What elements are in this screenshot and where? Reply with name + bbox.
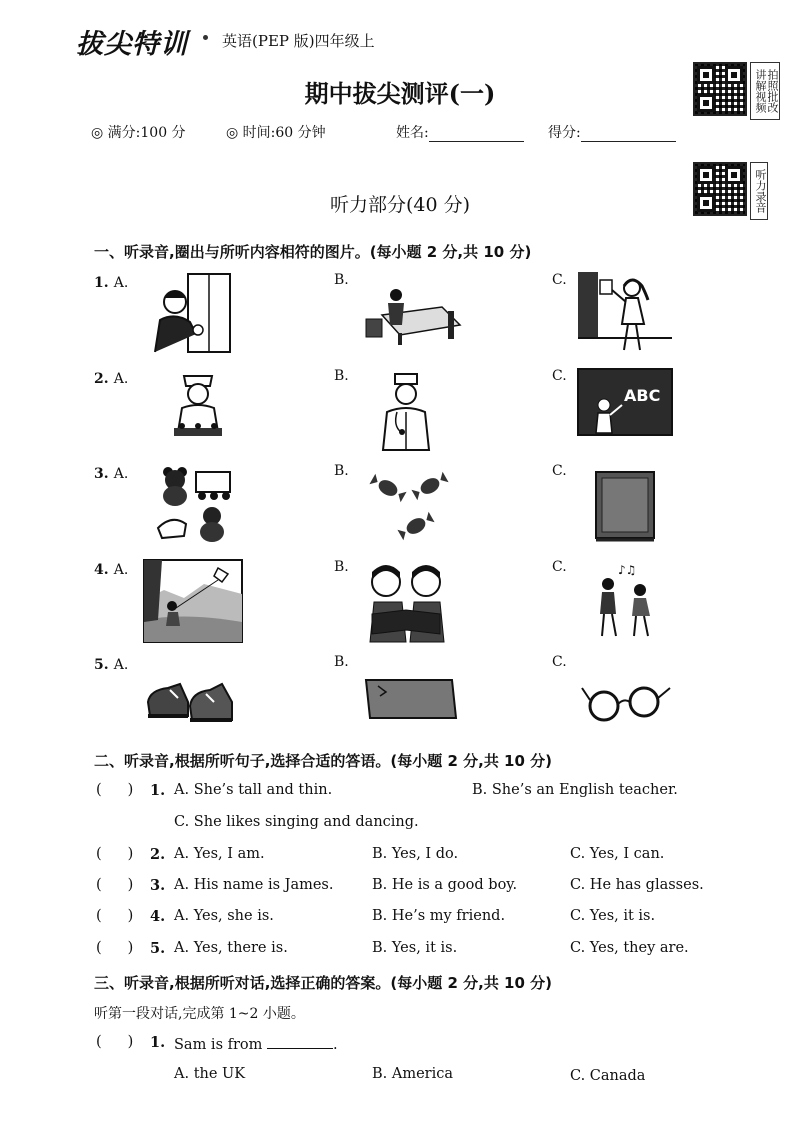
full-score: ◎ 满分:100 分 <box>91 125 186 141</box>
q5-row <box>94 654 128 673</box>
candies-picture[interactable] <box>370 470 450 542</box>
teacher-blackboard-picture[interactable] <box>578 369 672 435</box>
score-blank[interactable] <box>581 125 676 142</box>
option-c-label: C. <box>552 368 567 384</box>
svg-text:♪♫: ♪♫ <box>618 563 637 577</box>
option-b: B. America <box>372 1066 454 1082</box>
question-number: 5. <box>94 657 109 673</box>
listening-section-title: 听力部分(40 分) <box>329 194 471 216</box>
q2-row <box>94 368 128 387</box>
option-c-label: C. <box>552 272 567 288</box>
singing-dancing-picture[interactable] <box>592 562 666 640</box>
option-c: C. Yes, they are. <box>570 940 689 956</box>
score-field[interactable] <box>548 122 676 142</box>
score-label: 得分: <box>548 125 581 141</box>
subject-label: 英语(PEP 版)四年级上 <box>222 32 375 50</box>
waiter-picture[interactable] <box>170 370 226 448</box>
toys-picture[interactable] <box>156 466 238 546</box>
flying-kite-picture[interactable] <box>144 560 242 642</box>
fill-blank[interactable] <box>267 1034 333 1049</box>
doctor-picture[interactable] <box>375 372 437 450</box>
girls-reading-picture[interactable] <box>362 562 450 642</box>
option-c: C. Yes, it is. <box>570 908 656 924</box>
q4-row <box>94 559 128 578</box>
part3-intro: 听第一段对话,完成第 1~2 小题。 <box>94 1006 305 1022</box>
option-a: A. Yes, I am. <box>174 846 265 862</box>
option-b: B. Yes, it is. <box>372 940 458 956</box>
option-b-label: B. <box>334 463 349 479</box>
option-b-label: B. <box>334 368 349 384</box>
option-a-label: A. <box>113 466 129 482</box>
question-number: 1. <box>94 275 109 291</box>
qr-label-grading: 拍照批改讲解视频 <box>750 62 780 120</box>
part2-heading: 二、听录音,根据所听句子,选择合适的答语。(每小题 2 分,共 10 分) <box>94 752 553 770</box>
option-b: B. She’s an English teacher. <box>472 782 678 798</box>
option-a-label: A. <box>113 275 129 291</box>
question-number: 2. <box>150 846 166 863</box>
option-a-label: A. <box>113 657 129 673</box>
book-picture[interactable] <box>592 468 658 544</box>
answer-bracket[interactable]: ( ) <box>96 1034 134 1050</box>
option-a-label: A. <box>113 562 129 578</box>
question-number: 1. <box>150 782 166 799</box>
name-label: 姓名: <box>396 125 429 141</box>
qr-label-audio: 听力录音 <box>750 162 768 220</box>
name-blank[interactable] <box>429 125 524 142</box>
option-c-label: C. <box>552 463 567 479</box>
option-c-label: C. <box>552 559 567 575</box>
boy-cleaning-window-picture[interactable] <box>150 272 232 354</box>
time-limit: ◎ 时间:60 分钟 <box>226 125 326 141</box>
question-number: 3. <box>150 877 166 894</box>
option-a-label: A. <box>113 371 129 387</box>
option-c: C. He has glasses. <box>570 877 704 893</box>
answer-bracket[interactable]: ( ) <box>96 782 134 798</box>
option-a: A. His name is James. <box>174 877 334 893</box>
answer-bracket[interactable]: ( ) <box>96 846 134 862</box>
question-number: 1. <box>150 1034 166 1051</box>
option-b-label: B. <box>334 559 349 575</box>
option-c: C. Yes, I can. <box>570 846 665 862</box>
option-a: A. Yes, she is. <box>174 908 274 924</box>
girl-making-bed-picture[interactable] <box>362 285 462 347</box>
option-b-label: B. <box>334 272 349 288</box>
option-c: C. She likes singing and dancing. <box>174 814 419 830</box>
option-b-label: B. <box>334 654 349 670</box>
part1-heading: 一、听录音,圈出与所听内容相符的图片。(每小题 2 分,共 10 分) <box>94 243 532 261</box>
q3-row <box>94 463 128 482</box>
option-b: B. He is a good boy. <box>372 877 518 893</box>
answer-bracket[interactable]: ( ) <box>96 877 134 893</box>
question-number: 3. <box>94 466 109 482</box>
girl-cleaning-wall-picture[interactable] <box>578 272 672 354</box>
q1-row <box>94 272 128 291</box>
brand-logo: 拔尖特训 <box>76 29 188 60</box>
option-c-label: C. <box>552 654 567 670</box>
question-stem: Sam is from . <box>174 1034 338 1053</box>
question-number: 4. <box>150 908 166 925</box>
glasses-picture[interactable] <box>582 680 672 722</box>
separator-dot <box>203 35 208 40</box>
blackboard-text: ABC <box>624 386 661 405</box>
name-field[interactable] <box>396 122 524 142</box>
card-picture[interactable] <box>364 678 458 722</box>
option-b: B. Yes, I do. <box>372 846 459 862</box>
question-number: 2. <box>94 371 109 387</box>
answer-bracket[interactable]: ( ) <box>96 908 134 924</box>
qr-code-grading[interactable] <box>693 62 747 116</box>
option-a: A. the UK <box>174 1066 246 1082</box>
option-c: C. Canada <box>570 1068 646 1084</box>
question-number: 5. <box>150 940 166 957</box>
option-b: B. He’s my friend. <box>372 908 506 924</box>
option-a: A. She’s tall and thin. <box>174 782 333 798</box>
part3-heading: 三、听录音,根据所听对话,选择正确的答案。(每小题 2 分,共 10 分) <box>94 974 553 992</box>
answer-bracket[interactable]: ( ) <box>96 940 134 956</box>
page-title: 期中拔尖测评(一) <box>304 79 496 108</box>
question-number: 4. <box>94 562 109 578</box>
shoes-picture[interactable] <box>146 672 236 724</box>
option-a: A. Yes, there is. <box>174 940 288 956</box>
